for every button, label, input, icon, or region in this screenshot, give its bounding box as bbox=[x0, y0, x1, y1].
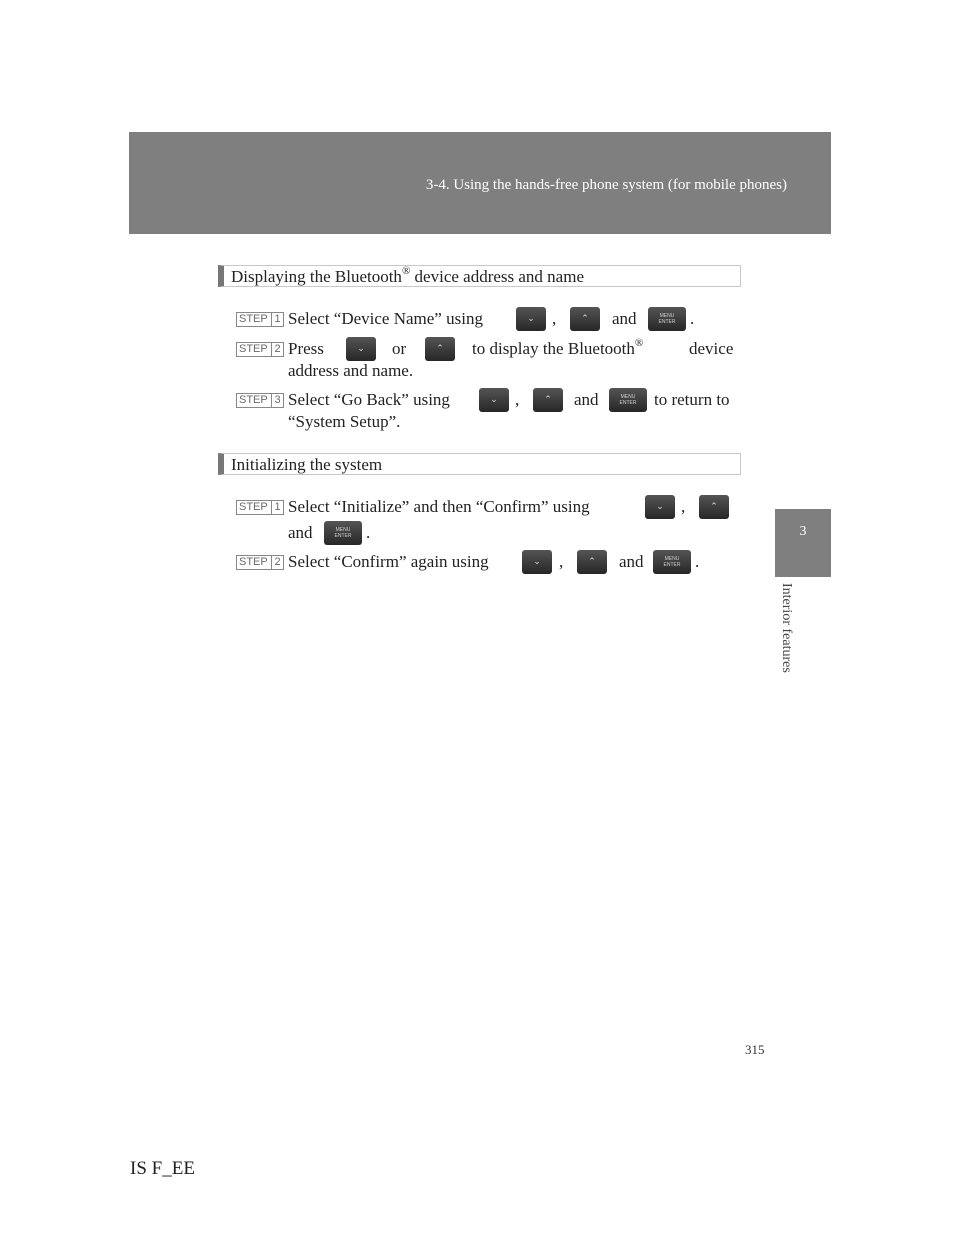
chapter-side-label-text: Interior features bbox=[779, 583, 794, 673]
step-text: Select “Confirm” again using bbox=[288, 552, 489, 571]
step-word: STEP bbox=[239, 343, 268, 355]
down-button-icon: ⌄ bbox=[516, 307, 546, 331]
step-text: and bbox=[619, 552, 644, 571]
heading-part: device address and name bbox=[410, 267, 584, 286]
step-badge bbox=[236, 393, 284, 408]
step-text: and bbox=[612, 309, 637, 328]
up-button-icon: ⌃ bbox=[577, 550, 607, 574]
step-text: Select “Initialize” and then “Confirm” using bbox=[288, 497, 590, 516]
up-button-icon: ⌃ bbox=[570, 307, 600, 331]
enter-label: ENTER bbox=[663, 562, 681, 568]
step-text: . bbox=[366, 523, 371, 542]
step-word: STEP bbox=[239, 501, 268, 513]
section-heading-text bbox=[231, 267, 584, 287]
down-button-icon: ⌄ bbox=[479, 388, 509, 412]
step-badge bbox=[236, 312, 284, 327]
menu-enter-button-icon bbox=[609, 388, 647, 412]
menu-label: MENU bbox=[620, 394, 636, 400]
step-text: , bbox=[681, 497, 686, 516]
step-number: 3 bbox=[271, 394, 283, 407]
step-number: 1 bbox=[271, 501, 283, 514]
enter-label: ENTER bbox=[658, 319, 676, 325]
chapter-title: 3-4. Using the hands-free phone system (for mobile phones) bbox=[425, 177, 787, 193]
step-text: Select “Device Name” using bbox=[288, 309, 483, 328]
registered-mark: ® bbox=[401, 265, 411, 277]
step-number: 2 bbox=[271, 343, 283, 356]
step-text: Select “Go Back” using bbox=[288, 390, 450, 409]
step-text bbox=[472, 339, 643, 359]
header-band bbox=[129, 132, 831, 234]
step-text: address and name. bbox=[288, 361, 414, 380]
enter-label: ENTER bbox=[334, 533, 352, 539]
step-text: , bbox=[552, 309, 557, 328]
menu-label: MENU bbox=[659, 313, 675, 319]
enter-label: ENTER bbox=[619, 400, 637, 406]
down-button-icon: ⌄ bbox=[522, 550, 552, 574]
section-heading-initializing bbox=[218, 453, 741, 475]
step-word: STEP bbox=[239, 394, 268, 406]
step-text: and bbox=[288, 523, 313, 542]
step-badge bbox=[236, 500, 284, 515]
step-number: 2 bbox=[271, 556, 283, 569]
down-button-icon: ⌄ bbox=[645, 495, 675, 519]
page-number: 315 bbox=[745, 1042, 765, 1057]
up-button-icon: ⌃ bbox=[699, 495, 729, 519]
section-heading-bluetooth-address bbox=[218, 265, 741, 287]
heading-part: Displaying the Bluetooth bbox=[231, 267, 402, 286]
down-button-icon: ⌄ bbox=[346, 337, 376, 361]
step-text: , bbox=[559, 552, 564, 571]
step-text: , bbox=[515, 390, 520, 409]
step-text: . bbox=[695, 552, 700, 571]
step-number: 1 bbox=[271, 313, 283, 326]
up-button-icon: ⌃ bbox=[533, 388, 563, 412]
chapter-side-label bbox=[776, 583, 796, 693]
step-text: “System Setup”. bbox=[288, 412, 401, 431]
chapter-tab bbox=[775, 509, 831, 577]
step-text: and bbox=[574, 390, 599, 409]
menu-enter-button-icon bbox=[648, 307, 686, 331]
up-button-icon: ⌃ bbox=[425, 337, 455, 361]
menu-label: MENU bbox=[335, 527, 351, 533]
step-text: . bbox=[690, 309, 695, 328]
step-text: Press bbox=[288, 339, 324, 358]
menu-enter-button-icon bbox=[324, 521, 362, 545]
document-code: IS F_EE bbox=[130, 1158, 195, 1179]
menu-enter-button-icon bbox=[653, 550, 691, 574]
step-text: to return to bbox=[654, 390, 730, 409]
menu-label: MENU bbox=[664, 556, 680, 562]
chapter-tab-number: 3 bbox=[799, 524, 807, 539]
section-heading-text: Initializing the system bbox=[231, 455, 383, 474]
step-text: device bbox=[689, 339, 734, 358]
step-word: STEP bbox=[239, 313, 268, 325]
step-text: or bbox=[392, 339, 407, 358]
step-badge bbox=[236, 555, 284, 570]
step-badge bbox=[236, 342, 284, 357]
step-word: STEP bbox=[239, 556, 268, 568]
step-text-part: to display the Bluetooth bbox=[472, 339, 635, 358]
registered-mark: ® bbox=[634, 337, 644, 349]
